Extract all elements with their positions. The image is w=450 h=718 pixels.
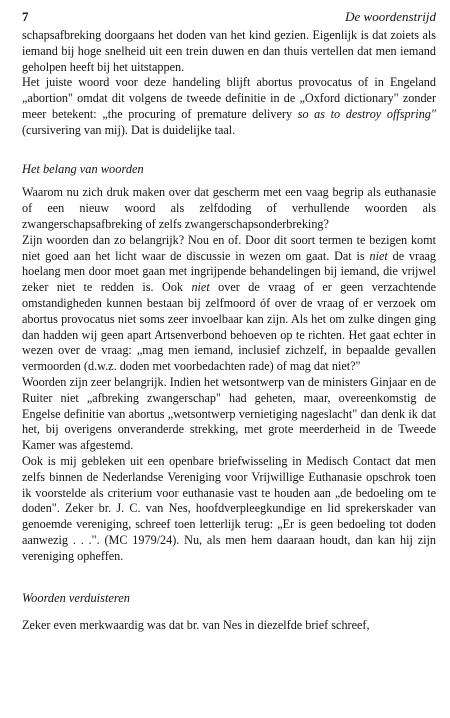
paragraph-2-text-a: Het juiste woord voor deze handeling blijft abortus provocatus of in Engeland „abortion" omdat dit volgens de tweede definitie in de „Oxford dictionary" zonder meer betekent: „the procuring of premature delivery [22, 75, 436, 121]
page-header [22, 8, 436, 26]
paragraph-3: Waarom nu zich druk maken over dat gescherm met een vaag begrip als euthanasie of een nieuw woord als zelfdoding of verhullende woorden als zwangerschapsafbreking of zelfs zwangerschapsonderbreking? [22, 185, 436, 231]
section-heading-het-belang-van-woorden: Het belang van woorden [22, 161, 144, 176]
running-title: De woordenstrijd [345, 9, 436, 24]
paragraph-4-italic-niet-2: niet [191, 280, 210, 295]
paragraph-7: Zeker even merkwaardig was dat br. van Nes in diezelfde brief schreef, [22, 618, 370, 633]
paragraph-4-text-e: over de vraag of er geen verzachtende omstandigheden kunnen bestaan bij zelfmoord óf over de vraag of er verzoek om abortus provocatus niet soms zeer invoelbaar kan zijn. Als het om zulke dingen ging dan hadden wij geen apart Artsenverbond behoeven op te richten. Het gaat echter in wezen over de vraag: „mag men iemand, inclusief zichzelf, in bepaalde gevallen vermoorden (d.w.z. doden met voorbedachten rade) of mag dat niet?" [22, 280, 436, 374]
section-heading-woorden-verduisteren: Woorden verduisteren [22, 590, 130, 605]
paragraph-4-italic-niet-1: niet [369, 248, 388, 263]
paragraph-4-text-c: de vraag hoelang men door moet gaan met ingrijpende behandelingen bij iemand, die vrijwel zeker niet te redden is. Ook [22, 248, 436, 295]
paragraph-4-text-a: Zijn woorden dan zo belangrijk? Nou en of. Door dit soort termen te bezigen komt niet goed aan het licht waar de discussie in wezen om gaat. Dat is [22, 232, 436, 263]
paragraph-1: schapsafbreking doorgaans het doden van het kind gezien. Eigenlijk is dat zoiets als iemand bij hoge snelheid uit een trein duwen en dan thuis vertellen dat men iemand geholpen heeft bij het uitstappen. [22, 28, 436, 74]
paragraph-2-text-c: (cursivering van mij). Dat is duidelijke taal. [22, 122, 236, 137]
paragraph-4 [22, 233, 436, 375]
page-number: 7 [22, 9, 29, 24]
paragraph-2-italic-quote: so as to destroy offspring" [297, 106, 436, 121]
paragraph-5: Woorden zijn zeer belangrijk. Indien het wetsontwerp van de ministers Ginjaar en de Ruiter niet „afbreking zwangerschap" had geheten, maar, overeenkomstig de Engelse definitie van abortus „wetsontwerp vernietiging nageslacht" dan denk ik dat het, bij overigens onveranderde strekking, met grote meerderheid in de Tweede Kamer was afgestemd. [22, 374, 436, 453]
paragraph-2 [22, 75, 436, 138]
paragraph-6: Ook is mij gebleken uit een openbare briefwisseling in Medisch Contact dat men zelfs binnen de Nederlandse Vereniging voor Vrijwillige Euthanasie opschrok toen ik voorstelde als criterium voor euthanasie vast te houden aan „de bedoeling om te doden". Zeker br. J. C. van Nes, hoofdverpleegkundige en lid sprekerskader van genoemde vereniging, schreef toen letterlijk terug: „Er is geen bedoeling tot doden aanwezig . . .". (MC 1979/24). Nu, als men hem daaraan houdt, dan kan hij zijn vereniging opheffen. [22, 453, 436, 563]
